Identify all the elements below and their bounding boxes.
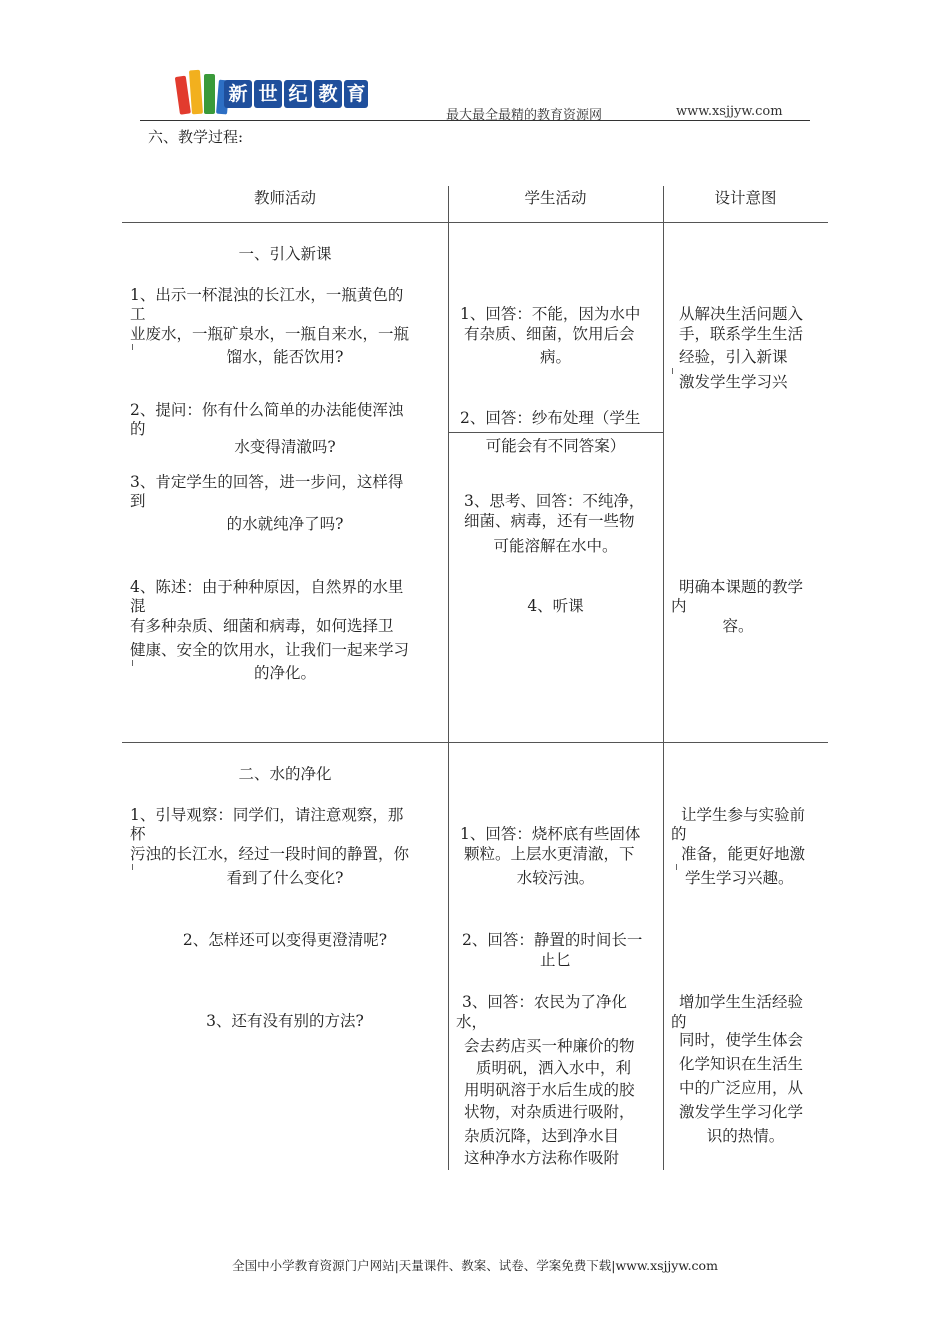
teacher-text: 看到了什么变化? [226, 869, 344, 887]
design-text: 从解决生活问题入 [679, 305, 804, 323]
teacher-text: 到 [130, 492, 146, 510]
part-title: 二、水的净化 [238, 765, 332, 783]
student-text: 这种净水方法称作吸附 [464, 1149, 620, 1167]
logo-char: 世 [254, 80, 282, 108]
teacher-text: 有多种杂质、细菌和病毒，如何选择卫 [130, 617, 394, 635]
teacher-text: 污浊的长江水，经过一段时间的静置，你 [130, 845, 410, 863]
design-text: 的 [671, 1013, 687, 1031]
logo-char: 育 [344, 80, 368, 108]
logo-char: 纪 [284, 80, 312, 108]
student-text: 4、听课 [527, 597, 584, 615]
teacher-text: 的净化。 [253, 664, 316, 682]
student-text: 2、回答：静置的时间长一 [462, 931, 643, 949]
teacher-text: 4、陈述：由于种种原因，自然界的水里 [130, 578, 404, 596]
student-text: 1、回答：不能，因为水中 [460, 305, 641, 323]
student-text: 病。 [539, 348, 571, 366]
teacher-text: 2、怎样还可以变得更澄清呢? [182, 931, 388, 949]
teacher-text: 2、提问：你有什么简单的办法能使浑浊 [130, 401, 404, 419]
student-text: 有杂质、细菌，饮用后会 [464, 325, 635, 343]
header-divider [140, 120, 810, 121]
teacher-text: 业废水，一瓶矿泉水，一瓶自来水，一瓶 [130, 325, 410, 343]
teacher-text: 3、肯定学生的回答，进一步问，这样得 [130, 473, 404, 491]
page-footer: 全国中小学教育资源门户网站|天量课件、教案、试卷、学案免费下载|www.xsjjyw.com [232, 1258, 718, 1273]
student-text: 2、回答：纱布处理（学生 [460, 409, 641, 427]
teacher-text: 馏水，能否饮用? [226, 348, 344, 366]
column-header-teacher: 教师活动 [253, 189, 316, 207]
site-logo[interactable] [178, 64, 368, 114]
student-text: 1、回答：烧杯底有些固体 [460, 825, 641, 843]
design-text: 化学知识在生活生 [679, 1055, 804, 1073]
tick-mark [676, 864, 677, 870]
teacher-text: 的水就纯净了吗? [226, 515, 344, 533]
logo-char: 教 [314, 80, 342, 108]
column-divider [663, 186, 664, 1170]
teacher-text: 1、引导观察：同学们，请注意观察，那 [130, 806, 404, 824]
teacher-text: 3、还有没有别的方法? [206, 1012, 364, 1030]
student-text: 状物，对杂质进行吸附， [464, 1103, 635, 1121]
tick-mark [672, 368, 673, 374]
part-title: 一、引入新课 [238, 245, 332, 263]
teacher-text: 1、出示一杯混浊的长江水，一瓶黄色的 [130, 286, 404, 304]
student-text: 杂质沉降，达到净水目 [464, 1127, 620, 1145]
design-text: 的 [671, 825, 687, 843]
design-text: 手，联系学生生活 [679, 325, 804, 343]
student-text: 会去药店买一种廉价的物 [464, 1037, 635, 1055]
student-text: 水， [456, 1013, 488, 1031]
student-text: 颗粒。上层水更清澈，下 [464, 845, 635, 863]
design-text: 经验，引入新课 [679, 348, 788, 366]
student-text: 可能会有不同答案） [485, 437, 626, 455]
section-title: 六、教学过程: [148, 128, 244, 146]
design-text: 内 [671, 597, 687, 615]
table-rule [122, 742, 828, 743]
teacher-text: 工 [130, 305, 146, 323]
design-text: 明确本课题的教学 [679, 578, 804, 596]
teacher-text: 水变得清澈吗? [234, 438, 336, 456]
design-text: 激发学生学习化学 [679, 1103, 804, 1121]
logo-char: 新 [224, 80, 252, 108]
student-text: 可能溶解在水中。 [493, 537, 618, 555]
student-text: 止匕 [539, 951, 571, 969]
design-text: 同时，使学生体会 [679, 1031, 804, 1049]
student-text: 细菌、病毒，还有一些物 [464, 512, 635, 530]
table-rule [122, 222, 828, 223]
teacher-text: 杯 [130, 825, 146, 843]
column-divider [448, 186, 449, 1170]
design-text: 容。 [722, 617, 754, 635]
student-text: 3、思考、回答：不纯净， [464, 492, 645, 510]
teacher-text: 健康、安全的饮用水，让我们一起来学习 [130, 641, 410, 659]
design-text: 学生学习兴趣。 [685, 869, 794, 887]
teacher-text: 混 [130, 597, 146, 615]
design-text: 激发学生学习兴 [679, 373, 788, 391]
column-header-student: 学生活动 [524, 189, 587, 207]
column-header-design: 设计意图 [714, 189, 777, 207]
teacher-text: 的 [130, 420, 146, 438]
design-text: 准备，能更好地激 [681, 845, 806, 863]
student-text: 用明矾溶于水后生成的胶 [464, 1081, 635, 1099]
design-text: 增加学生生活经验 [679, 993, 804, 1011]
student-text: 水较污浊。 [516, 869, 595, 887]
header-url[interactable]: www.xsjjyw.com [676, 104, 783, 119]
design-text: 识的热情。 [706, 1127, 785, 1145]
table-rule [448, 432, 663, 433]
header-slogan: 最大最全最精的教育资源网 [446, 108, 603, 123]
books-icon [178, 68, 230, 114]
design-text: 让学生参与实验前 [681, 806, 806, 824]
student-text: 质明矾，洒入水中，利 [476, 1059, 632, 1077]
student-text: 3、回答：农民为了净化 [462, 993, 627, 1011]
design-text: 中的广泛应用，从 [679, 1079, 804, 1097]
